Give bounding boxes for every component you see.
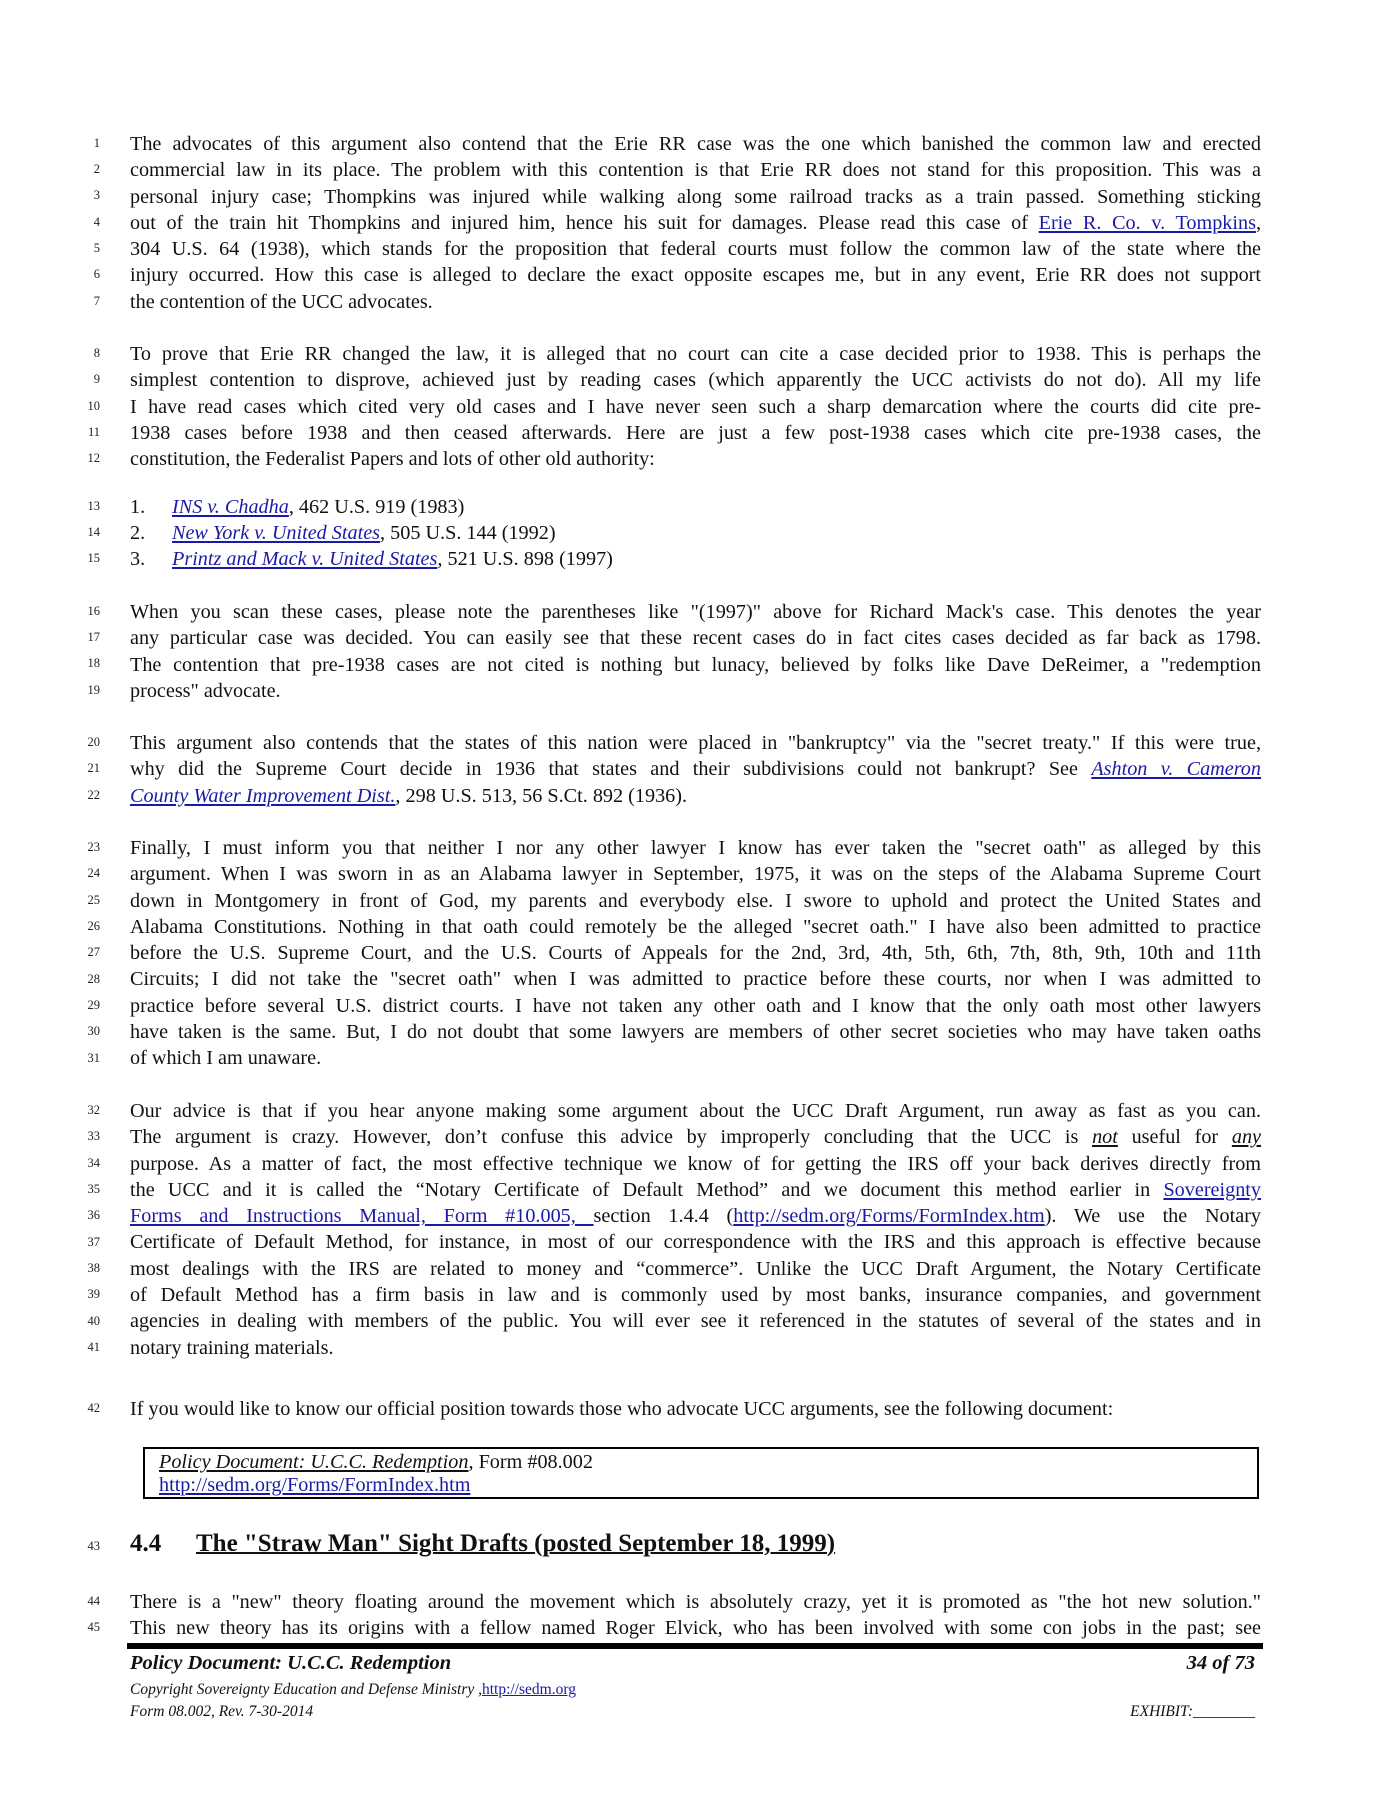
text-line: Circuits; I did not take the "secret oath" when I was admitted to practice before these courts, nor when I was admitted to — [130, 968, 1261, 991]
paragraph-official-position — [130, 1396, 1261, 1422]
reference-url-link[interactable]: http://sedm.org/Forms/FormIndex.htm — [159, 1474, 471, 1496]
line-number: 13 — [87, 499, 100, 513]
text-line: of which I am unaware. — [130, 1047, 322, 1070]
footer-page-number: 34 of 73 — [1186, 1652, 1255, 1674]
paragraph-pre-1938 — [130, 341, 1261, 472]
paragraph-bankruptcy — [130, 730, 1261, 809]
line-number: 28 — [87, 972, 100, 986]
line-number: 15 — [87, 551, 100, 565]
line-number: 6 — [93, 267, 100, 281]
line-number: 17 — [87, 630, 100, 644]
footer-form-revision: Form 08.002, Rev. 7-30-2014 — [130, 1703, 314, 1720]
text-line: agencies in dealing with members of the public. You will ever see it referenced in the statutes of several of the states and in — [130, 1310, 1261, 1333]
text-line: commercial law in its place. The problem with this contention is that Erie RR does not stand for this proposition. This was a — [130, 159, 1261, 182]
line-number: 41 — [87, 1340, 100, 1354]
emphasis-not: not — [1092, 1126, 1118, 1149]
list-item: 3. Printz and Mack v. United States, 521 U.S. 898 (1997) — [130, 548, 613, 570]
line-number: 4 — [93, 215, 100, 229]
line-number: 12 — [87, 451, 100, 465]
text-line: simplest contention to disprove, achieved just by reading cases (which apparently the UCC activists do not do). All my life — [130, 369, 1261, 392]
case-link-new-york-v-us[interactable]: New York v. United States — [172, 522, 381, 544]
text-line: process" advocate. — [130, 679, 281, 702]
text-line: When you scan these cases, please note the parentheses like "(1997)" above for Richard Mack's case. This denotes the year — [130, 601, 1261, 623]
policy-document-title-link[interactable]: Policy Document: U.C.C. Redemption — [159, 1451, 469, 1473]
text-line: have taken is the same. But, I do not doubt that some lawyers are members of other secret societies who may have taken oaths — [130, 1021, 1261, 1044]
text-line: argument. When I was sworn in as an Alabama lawyer in September, 1975, it was on the steps of the Alabama Supreme Court — [130, 863, 1261, 886]
line-number: 1 — [93, 136, 100, 150]
text-line: I have read cases which cited very old cases and I have never seen such a sharp demarcation where the courts did cite pre- — [130, 395, 1261, 418]
line-number: 25 — [87, 893, 100, 907]
section-title: The "Straw Man" Sight Drafts (posted September 18, 1999) — [196, 1530, 836, 1557]
text-line: constitution, the Federalist Papers and lots of other old authority: — [130, 448, 655, 471]
text-line: most dealings with the IRS are related to money and “commerce”. Unlike the UCC Draft Argument, the Notary Certificate — [130, 1257, 1261, 1280]
paragraph-straw-man — [130, 1589, 1261, 1642]
line-number: 39 — [87, 1287, 100, 1301]
line-number: 29 — [87, 998, 100, 1012]
text-line: Certificate of Default Method, for instance, in most of our correspondence with the IRS and this approach is effective because — [130, 1231, 1261, 1254]
text-line: The argument is crazy. However, don’t confuse this advice by improperly concluding that the UCC is not useful for any — [130, 1126, 1262, 1149]
text-line: any particular case was decided. You can easily see that these recent cases do in fact cites cases decided as far back as 1798. — [130, 627, 1261, 650]
text-line: The contention that pre-1938 cases are not cited is nothing but lunacy, believed by folks like Dave DeReimer, a "redemption — [130, 653, 1261, 676]
line-number: 21 — [87, 761, 100, 775]
line-number: 16 — [87, 604, 100, 618]
erie-v-tompkins-link[interactable]: Erie R. Co. v. Tompkins — [1038, 211, 1256, 234]
reference-url-line — [159, 1474, 1243, 1497]
text-line: Forms and Instructions Manual, Form #10.005, section 1.4.4 (http://sedm.org/Forms/FormIndex.htm). We use the Notary — [130, 1205, 1262, 1228]
footer-document-title: Policy Document: U.C.C. Redemption — [130, 1652, 452, 1674]
footer-rule — [127, 1643, 1263, 1649]
line-number: 45 — [87, 1620, 100, 1634]
paragraph-erie-rr — [130, 131, 1261, 315]
text-line: the contention of the UCC advocates. — [130, 290, 433, 313]
line-number: 30 — [87, 1024, 100, 1038]
text-line: There is a "new" theory floating around the movement which is absolutely crazy, yet it is promoted as "the hot new solution." — [130, 1591, 1261, 1613]
text-line: Finally, I must inform you that neither I nor any other lawyer I know has ever taken the "secret oath" as alleged by this — [130, 837, 1261, 859]
text-line: This argument also contends that the states of this nation were placed in "bankruptcy" via the "secret treaty." If this were true, — [130, 732, 1261, 754]
ashton-v-cameron-link[interactable]: Ashton v. Cameron — [1091, 758, 1261, 781]
line-number: 35 — [87, 1182, 100, 1196]
line-number: 7 — [93, 294, 100, 308]
text-line: practice before several U.S. district courts. I have not taken any other oath and I know that the only oath most other lawyers — [130, 994, 1261, 1017]
reference-box — [143, 1447, 1259, 1499]
line-number: 19 — [87, 683, 100, 697]
text-line: The advocates of this argument also contend that the Erie RR case was the one which banished the common law and erected — [130, 133, 1261, 155]
line-number: 37 — [87, 1235, 100, 1249]
text-line: County Water Improvement Dist., 298 U.S. 513, 56 S.Ct. 892 (1936). — [130, 784, 688, 807]
text-line: out of the train hit Thompkins and injured him, hence his suit for damages. Please read this case of Erie R. Co. v. Tompkins, — [130, 211, 1261, 234]
emphasis-any: any — [1231, 1126, 1262, 1149]
line-number: 8 — [93, 346, 100, 360]
text-line: Our advice is that if you hear anyone making some argument about the UCC Draft Argument, run away as fast as you can. — [130, 1100, 1261, 1122]
line-number: 24 — [87, 866, 100, 880]
line-number: 11 — [87, 425, 100, 439]
line-number: 32 — [87, 1103, 100, 1117]
text-line: the UCC and it is called the “Notary Certificate of Default Method” and we document this method earlier in Sovereignty — [130, 1178, 1261, 1201]
line-number: 20 — [87, 735, 100, 749]
text-line: personal injury case; Thompkins was injured while walking along some railroad tracks as a train passed. Something sticking — [130, 185, 1261, 208]
reference-title-line: Policy Document: U.C.C. Redemption, Form #08.002 — [159, 1451, 593, 1473]
text-line: To prove that Erie RR changed the law, it is alleged that no court can cite a case decided prior to 1938. This is perhaps the — [130, 343, 1261, 365]
line-number: 27 — [87, 945, 100, 959]
case-link-printz-v-us[interactable]: Printz and Mack v. United States — [172, 548, 438, 570]
line-number: 22 — [87, 788, 100, 802]
text-line: purpose. As a matter of fact, the most effective technique we know of for getting the IRS off your back derives directly from — [130, 1152, 1261, 1175]
line-number: 2 — [93, 162, 100, 176]
list-item: 2. New York v. United States, 505 U.S. 144 (1992) — [130, 522, 556, 544]
footer-copyright: Copyright Sovereignty Education and Defense Ministry ,http://sedm.org — [130, 1681, 576, 1698]
text-line: 304 U.S. 64 (1938), which stands for the proposition that federal courts must follow the common law of the state where the — [130, 238, 1261, 261]
text-line: Alabama Constitutions. Nothing in that oath could remotely be the alleged "secret oath." I have also been admitted to practice — [130, 915, 1261, 938]
line-number: 5 — [93, 241, 100, 255]
line-number: 23 — [87, 840, 100, 854]
line-number: 31 — [87, 1051, 100, 1065]
case-link-ins-v-chadha[interactable]: INS v. Chadha — [172, 496, 289, 518]
line-number: 33 — [87, 1129, 100, 1143]
sovereignty-forms-manual-link[interactable]: Sovereignty — [1163, 1178, 1261, 1201]
list-item: 1. INS v. Chadha, 462 U.S. 919 (1983) — [130, 496, 465, 518]
text-line: why did the Supreme Court decide in 1936 that states and their subdivisions could not bankrupt? See Ashton v. Cameron — [130, 758, 1261, 781]
paragraph-secret-oath — [130, 835, 1261, 1072]
line-number: 44 — [87, 1594, 100, 1608]
line-number: 9 — [93, 372, 100, 386]
ashton-v-cameron-link-continued[interactable]: County Water Improvement Dist. — [130, 784, 396, 807]
footer-exhibit: EXHIBIT:________ — [1130, 1703, 1255, 1720]
line-number: 26 — [87, 919, 100, 933]
line-number: 43 — [87, 1539, 100, 1553]
text-line: down in Montgomery in front of God, my parents and everybody else. I swore to uphold and protect the United States and — [130, 889, 1261, 912]
line-number: 14 — [87, 525, 100, 539]
text-line: injury occurred. How this case is alleged to declare the exact opposite escapes me, but in any event, Erie RR does not support — [130, 264, 1261, 287]
paragraph-our-advice — [130, 1098, 1261, 1361]
text-line: If you would like to know our official position towards those who advocate UCC arguments, see the following document: — [130, 1398, 1114, 1420]
sovereignty-forms-manual-link-continued[interactable]: Forms and Instructions Manual, Form #10.005, — [130, 1205, 594, 1228]
form-index-url-link[interactable]: http://sedm.org/Forms/FormIndex.htm — [733, 1205, 1045, 1228]
line-number: 40 — [87, 1314, 100, 1328]
text-line: 1938 cases before 1938 and then ceased afterwards. Here are just a few post-1938 cases which cite pre-1938 cases, the — [130, 421, 1261, 444]
paragraph-case-years — [130, 599, 1261, 704]
section-heading — [130, 1530, 835, 1558]
text-line: of Default Method has a firm basis in law and is commonly used by most banks, insurance companies, and government — [130, 1284, 1261, 1307]
line-number: 10 — [87, 399, 100, 413]
text-line: notary training materials. — [130, 1336, 334, 1359]
line-number: 42 — [87, 1401, 100, 1415]
text-line: This new theory has its origins with a fellow named Roger Elvick, who has been involved with some con jobs in the past; see — [130, 1617, 1261, 1640]
footer-sedm-link[interactable]: http://sedm.org — [481, 1681, 576, 1698]
line-number: 3 — [93, 188, 100, 202]
text-line: before the U.S. Supreme Court, and the U.S. Courts of Appeals for the 2nd, 3rd, 4th, 5th, 6th, 7th, 8th, 9th, 10th and 11th — [130, 942, 1261, 965]
section-number: 4.4 — [130, 1530, 162, 1557]
line-number: 18 — [87, 656, 100, 670]
line-number: 38 — [87, 1261, 100, 1275]
line-number: 36 — [87, 1208, 100, 1222]
line-number: 34 — [87, 1156, 100, 1170]
